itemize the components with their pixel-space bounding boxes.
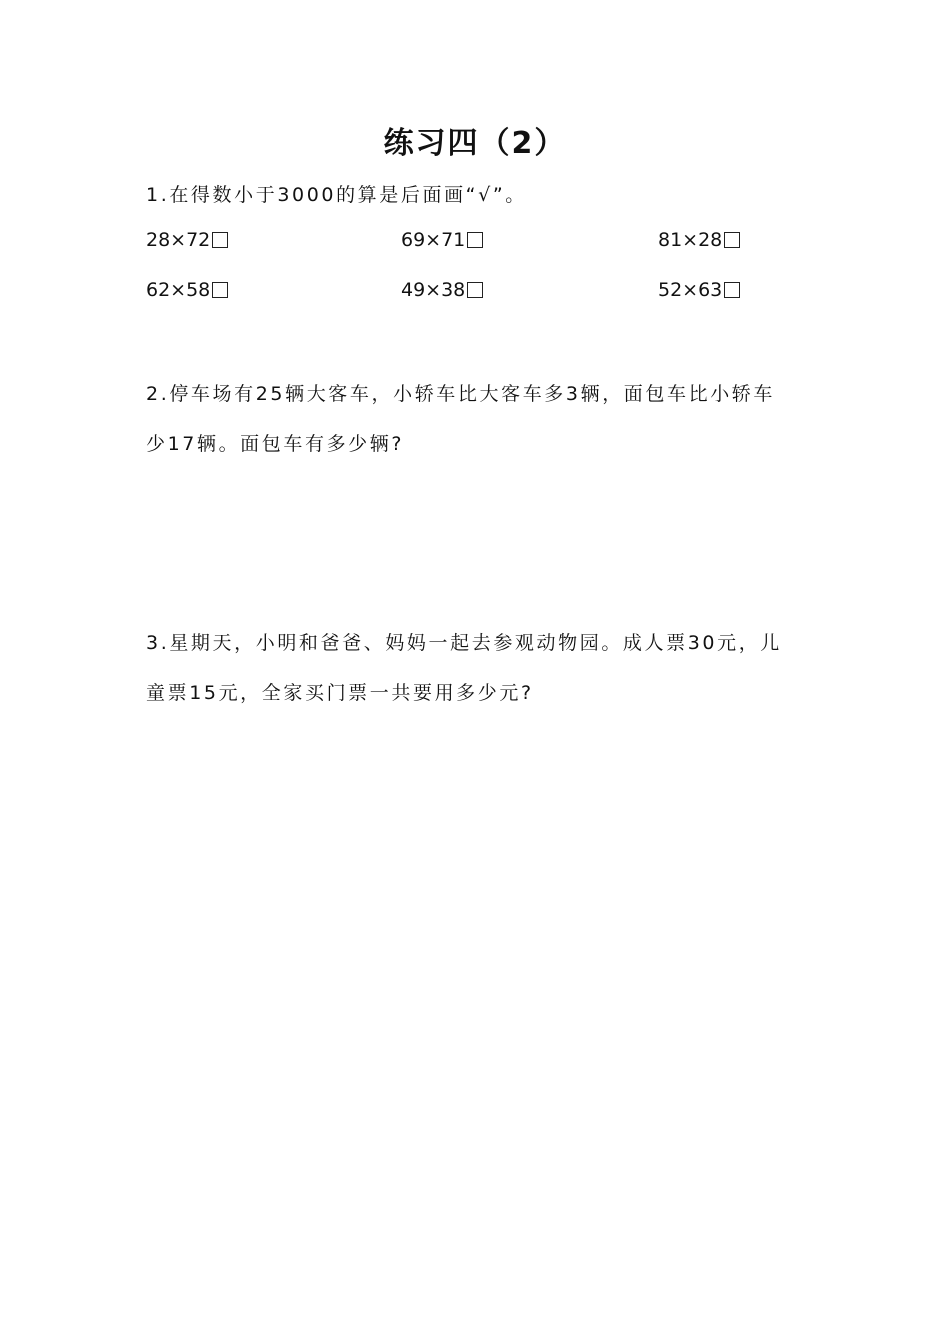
question-3-line-2: 童票15元，全家买门票一共要用多少元?: [146, 682, 534, 704]
answer-checkbox[interactable]: [212, 232, 228, 248]
calc-item: [146, 229, 228, 251]
question-2-line-1: 2.停车场有25辆大客车，小轿车比大客车多3辆，面包车比小轿车: [146, 383, 775, 405]
answer-checkbox[interactable]: [212, 282, 228, 298]
calc-item: [401, 229, 483, 251]
question-2-line-2: 少17辆。面包车有多少辆?: [146, 433, 405, 455]
question-1-prompt: 1.在得数小于3000的算是后面画“√”。: [146, 184, 527, 206]
calc-expression: 28×72: [146, 229, 211, 251]
calc-item: [658, 229, 740, 251]
calc-row-1: [146, 229, 806, 255]
calc-expression: 81×28: [658, 229, 723, 251]
answer-checkbox[interactable]: [724, 282, 740, 298]
question-3-line-1: 3.星期天，小明和爸爸、妈妈一起去参观动物园。成人票30元，儿: [146, 632, 782, 654]
calc-expression: 52×63: [658, 279, 723, 301]
calc-expression: 62×58: [146, 279, 211, 301]
answer-checkbox[interactable]: [467, 232, 483, 248]
page-title: 练习四（2）: [383, 126, 567, 161]
calc-item: [401, 279, 483, 301]
calc-row-2: [146, 279, 806, 305]
calc-item: [146, 279, 228, 301]
answer-checkbox[interactable]: [467, 282, 483, 298]
calc-expression: 69×71: [401, 229, 466, 251]
answer-checkbox[interactable]: [724, 232, 740, 248]
calc-expression: 49×38: [401, 279, 466, 301]
calc-item: [658, 279, 740, 301]
